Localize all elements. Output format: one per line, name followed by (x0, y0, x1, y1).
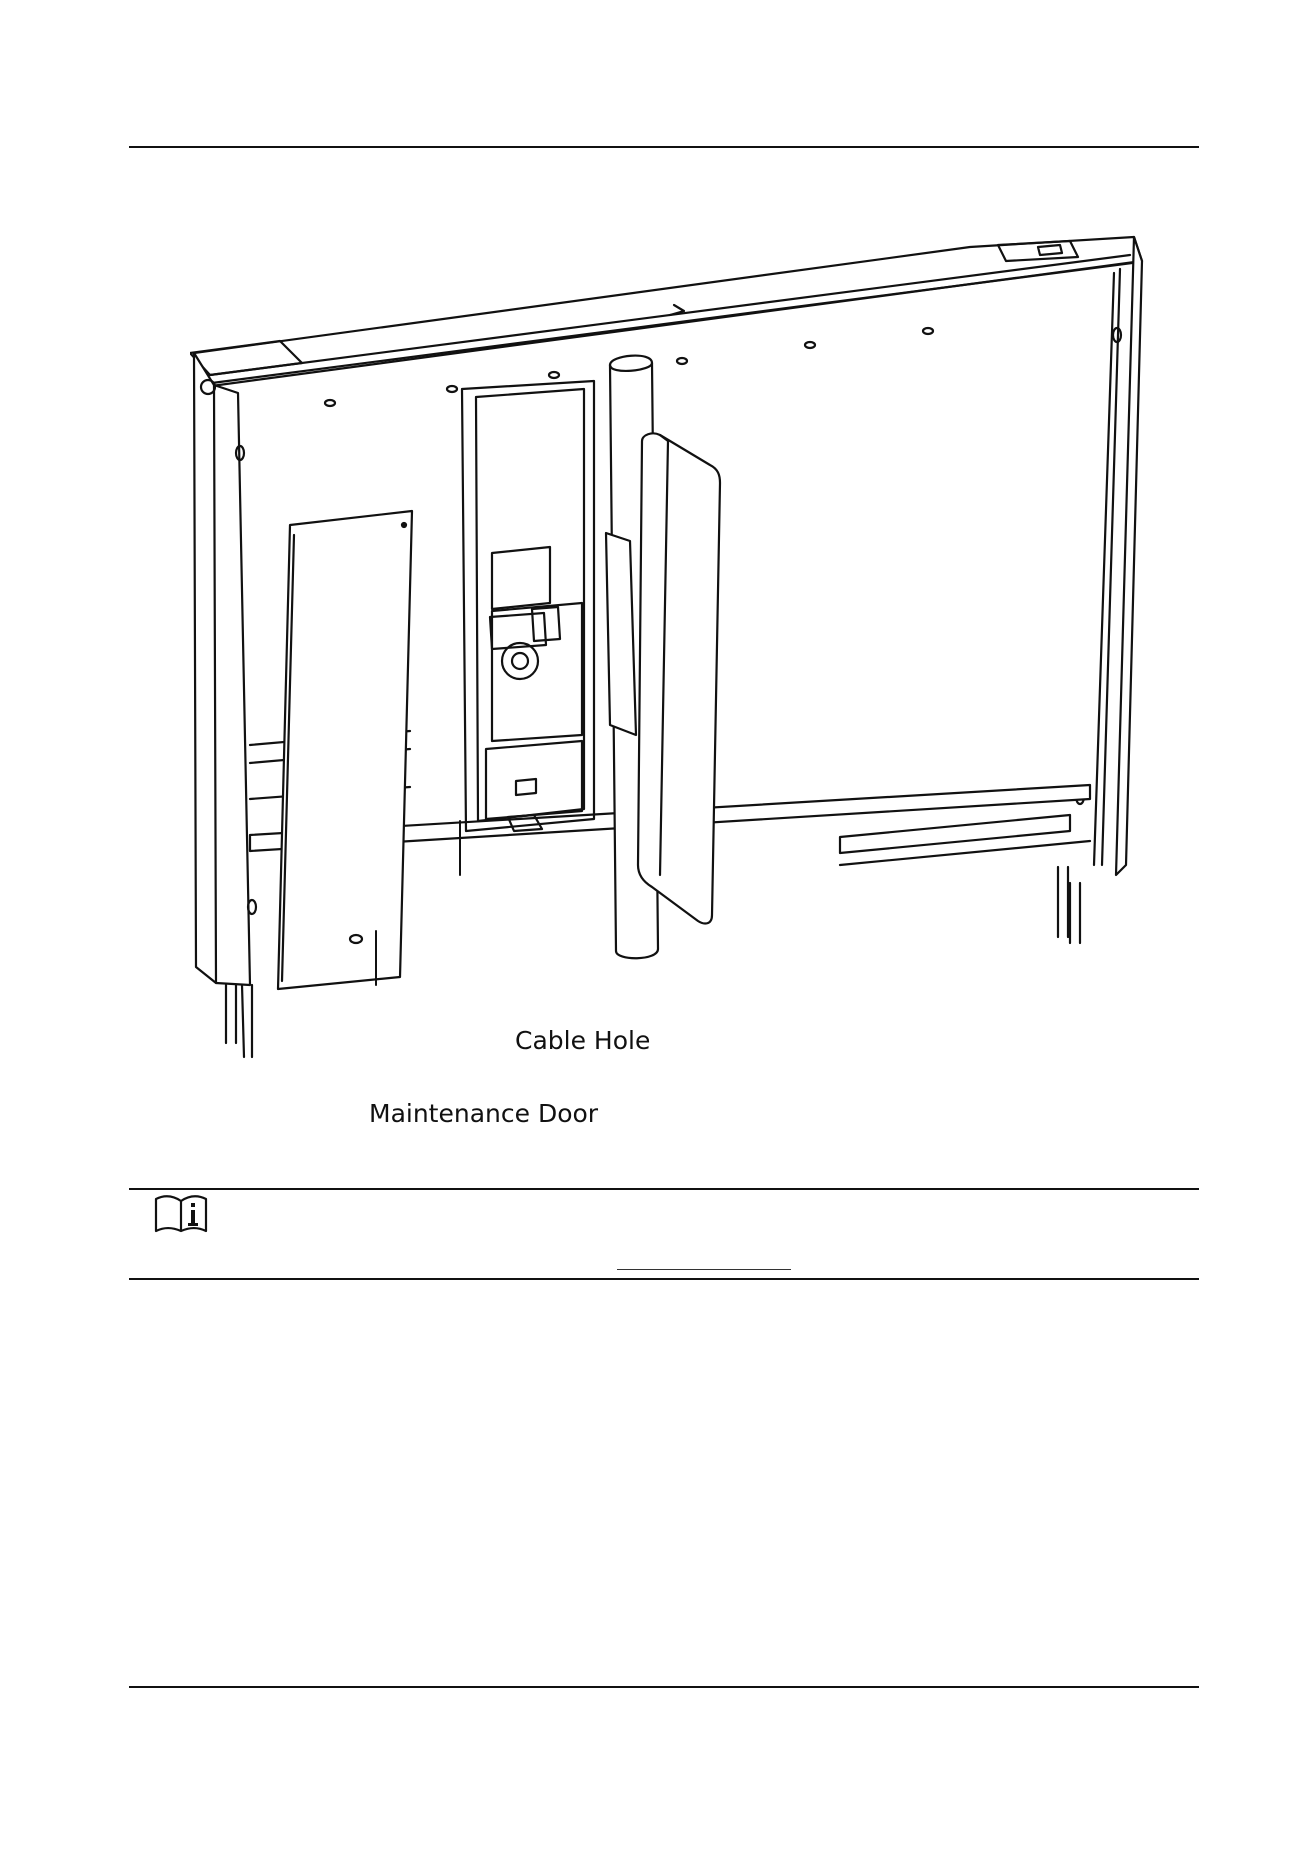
product-illustration (190, 225, 1150, 1135)
right-leg (1058, 867, 1080, 943)
note-bottom-rule (129, 1278, 1199, 1280)
header-rule (129, 146, 1199, 148)
info-book-icon (154, 1195, 208, 1233)
note-top-rule (129, 1188, 1199, 1190)
cable-hole-label: Cable Hole (515, 1026, 651, 1055)
note-link-underline[interactable] (617, 1269, 791, 1270)
top-frame-beam (194, 237, 1142, 387)
footer-rule (129, 1686, 1199, 1688)
left-pillar (194, 353, 216, 983)
power-module (492, 547, 550, 609)
swing-door (638, 433, 720, 923)
left-leg (226, 985, 252, 1057)
maintenance-door-panel (278, 511, 412, 989)
maintenance-door-label: Maintenance Door (369, 1099, 599, 1128)
